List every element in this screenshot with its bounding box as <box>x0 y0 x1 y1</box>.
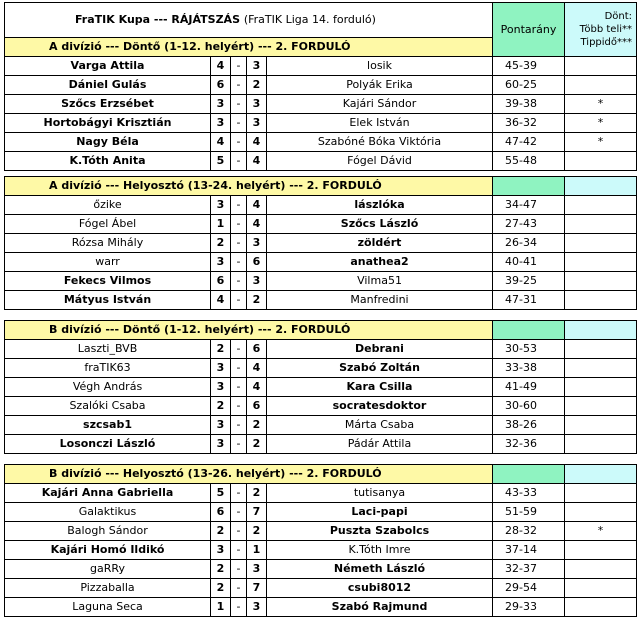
player1-name: Balogh Sándor <box>5 522 211 541</box>
player2-score: 4 <box>247 152 267 171</box>
point-ratio: 34-47 <box>493 196 565 215</box>
point-ratio: 32-37 <box>493 560 565 579</box>
player1-score: 3 <box>211 541 231 560</box>
decision-mark <box>565 359 637 378</box>
player1-name: warr <box>5 253 211 272</box>
score-separator: - <box>231 95 247 114</box>
match-list <box>5 484 637 617</box>
player2-score: 2 <box>247 416 267 435</box>
player1-score: 3 <box>211 416 231 435</box>
player1-name: fraTIK63 <box>5 359 211 378</box>
point-ratio: 28-32 <box>493 522 565 541</box>
match-row <box>5 522 637 541</box>
player1-name: Kajári Anna Gabriella <box>5 484 211 503</box>
decision-mark <box>565 579 637 598</box>
score-separator: - <box>231 435 247 454</box>
section-header-row <box>5 321 637 340</box>
player1-score: 6 <box>211 503 231 522</box>
score-separator: - <box>231 378 247 397</box>
player2-score: 4 <box>247 378 267 397</box>
player1-score: 6 <box>211 76 231 95</box>
player2-name: Németh László <box>267 560 493 579</box>
score-separator: - <box>231 272 247 291</box>
player2-score: 3 <box>247 95 267 114</box>
player1-name: őzike <box>5 196 211 215</box>
player1-name: Laguna Seca <box>5 598 211 617</box>
player2-score: 2 <box>247 522 267 541</box>
player2-score: 3 <box>247 114 267 133</box>
section-header-row <box>5 465 637 484</box>
point-ratio: 39-38 <box>493 95 565 114</box>
player2-name: Laci-papi <box>267 503 493 522</box>
decision-mark <box>565 76 637 95</box>
player2-score: 7 <box>247 579 267 598</box>
player2-score: 3 <box>247 272 267 291</box>
decision-mark: * <box>565 522 637 541</box>
decision-mark <box>565 291 637 310</box>
point-ratio: 33-38 <box>493 359 565 378</box>
section-b-helyoszto <box>4 464 637 617</box>
decision-mark <box>565 435 637 454</box>
score-separator: - <box>231 503 247 522</box>
point-ratio: 47-42 <box>493 133 565 152</box>
point-ratio: 29-54 <box>493 579 565 598</box>
point-ratio: 45-39 <box>493 57 565 76</box>
decision-mark <box>565 152 637 171</box>
player1-name: Szalóki Csaba <box>5 397 211 416</box>
player2-score: 7 <box>247 503 267 522</box>
match-row <box>5 196 637 215</box>
extra-line2: Több teli** <box>579 24 633 35</box>
player1-name: Rózsa Mihály <box>5 234 211 253</box>
player2-score: 4 <box>247 359 267 378</box>
section-a-helyoszto <box>4 176 637 310</box>
point-ratio: 43-33 <box>493 484 565 503</box>
player1-name: Dániel Gulás <box>5 76 211 95</box>
player2-name: socratesdoktor <box>267 397 493 416</box>
player2-score: 6 <box>247 397 267 416</box>
point-ratio: 55-48 <box>493 152 565 171</box>
player2-name: Vilma51 <box>267 272 493 291</box>
player2-score: 4 <box>247 133 267 152</box>
player2-score: 4 <box>247 215 267 234</box>
player1-name: Galaktikus <box>5 503 211 522</box>
player1-score: 3 <box>211 378 231 397</box>
player1-name: Varga Attila <box>5 57 211 76</box>
pontarany-cell <box>493 465 565 484</box>
player2-score: 2 <box>247 484 267 503</box>
player2-score: 3 <box>247 560 267 579</box>
score-separator: - <box>231 234 247 253</box>
player2-score: 3 <box>247 57 267 76</box>
title-row <box>5 3 637 38</box>
match-row <box>5 291 637 310</box>
point-ratio: 38-26 <box>493 416 565 435</box>
score-separator: - <box>231 76 247 95</box>
match-row <box>5 598 637 617</box>
point-ratio: 29-33 <box>493 598 565 617</box>
pontarany-cell <box>493 177 565 196</box>
match-row <box>5 484 637 503</box>
point-ratio: 30-60 <box>493 397 565 416</box>
point-ratio: 36-32 <box>493 114 565 133</box>
player2-name: Debrani <box>267 340 493 359</box>
score-separator: - <box>231 560 247 579</box>
point-ratio: 37-14 <box>493 541 565 560</box>
player2-name: lászlóka <box>267 196 493 215</box>
player1-name: Kajári Homó Ildikó <box>5 541 211 560</box>
score-separator: - <box>231 397 247 416</box>
player2-name: Márta Csaba <box>267 416 493 435</box>
player2-name: zöldért <box>267 234 493 253</box>
point-ratio: 51-59 <box>493 503 565 522</box>
player1-score: 4 <box>211 291 231 310</box>
score-separator: - <box>231 152 247 171</box>
player2-score: 6 <box>247 253 267 272</box>
player2-name: Kajári Sándor <box>267 95 493 114</box>
player1-score: 1 <box>211 598 231 617</box>
player2-score: 6 <box>247 340 267 359</box>
score-separator: - <box>231 359 247 378</box>
decision-mark <box>565 215 637 234</box>
player1-score: 2 <box>211 560 231 579</box>
player2-name: tutisanya <box>267 484 493 503</box>
match-row <box>5 215 637 234</box>
player1-score: 4 <box>211 57 231 76</box>
score-separator: - <box>231 57 247 76</box>
score-separator: - <box>231 541 247 560</box>
player1-score: 5 <box>211 484 231 503</box>
player1-score: 3 <box>211 196 231 215</box>
decision-mark <box>565 253 637 272</box>
score-separator: - <box>231 484 247 503</box>
decision-mark <box>565 541 637 560</box>
decision-mark <box>565 503 637 522</box>
section-title: A divízió --- Döntő (1-12. helyért) --- 2. FORDULÓ <box>5 38 493 57</box>
extra-header <box>565 3 637 57</box>
player1-name: Laszti_BVB <box>5 340 211 359</box>
player1-name: Fógel Ábel <box>5 215 211 234</box>
section-title: A divízió --- Helyosztó (13-24. helyért) --- 2. FORDULÓ <box>5 177 493 196</box>
player1-score: 3 <box>211 95 231 114</box>
match-row <box>5 95 637 114</box>
player2-name: Polyák Erika <box>267 76 493 95</box>
player2-name: Puszta Szabolcs <box>267 522 493 541</box>
match-row <box>5 416 637 435</box>
match-list <box>5 57 637 171</box>
match-row <box>5 133 637 152</box>
section-title: B divízió --- Helyosztó (13-26. helyért) --- 2. FORDULÓ <box>5 465 493 484</box>
decision-mark <box>565 416 637 435</box>
page-title <box>5 3 493 38</box>
player1-score: 3 <box>211 253 231 272</box>
player2-name: Fógel Dávid <box>267 152 493 171</box>
player1-score: 2 <box>211 397 231 416</box>
point-ratio: 41-49 <box>493 378 565 397</box>
score-separator: - <box>231 253 247 272</box>
player1-name: Pizzaballa <box>5 579 211 598</box>
point-ratio: 32-36 <box>493 435 565 454</box>
player2-score: 2 <box>247 76 267 95</box>
score-separator: - <box>231 215 247 234</box>
decision-mark <box>565 57 637 76</box>
match-row <box>5 560 637 579</box>
player2-name: anathea2 <box>267 253 493 272</box>
score-separator: - <box>231 579 247 598</box>
match-row <box>5 152 637 171</box>
point-ratio: 27-43 <box>493 215 565 234</box>
player1-name: Hortobágyi Krisztián <box>5 114 211 133</box>
player2-name: Elek István <box>267 114 493 133</box>
point-ratio: 60-25 <box>493 76 565 95</box>
player1-name: Szőcs Erzsébet <box>5 95 211 114</box>
decision-mark <box>565 598 637 617</box>
player2-score: 3 <box>247 234 267 253</box>
player2-name: Szőcs László <box>267 215 493 234</box>
point-ratio: 30-53 <box>493 340 565 359</box>
decision-mark <box>565 560 637 579</box>
decision-mark: * <box>565 95 637 114</box>
player1-score: 2 <box>211 234 231 253</box>
player2-name: Manfredini <box>267 291 493 310</box>
score-separator: - <box>231 522 247 541</box>
score-separator: - <box>231 416 247 435</box>
title-sub: (FraTIK Liga 14. forduló) <box>243 13 376 26</box>
match-row <box>5 76 637 95</box>
point-ratio: 39-25 <box>493 272 565 291</box>
decision-mark <box>565 397 637 416</box>
title-main: FraTIK Kupa --- RÁJÁTSZÁS <box>75 13 240 26</box>
player1-score: 6 <box>211 272 231 291</box>
score-separator: - <box>231 340 247 359</box>
extra-cell <box>565 321 637 340</box>
extra-line1: Dönt: <box>604 11 633 22</box>
score-separator: - <box>231 114 247 133</box>
match-row <box>5 359 637 378</box>
point-ratio: 40-41 <box>493 253 565 272</box>
section-b-donto <box>4 320 637 454</box>
match-row <box>5 378 637 397</box>
player1-name: Fekecs Vilmos <box>5 272 211 291</box>
player1-name: Losonczi László <box>5 435 211 454</box>
match-row <box>5 234 637 253</box>
player1-name: K.Tóth Anita <box>5 152 211 171</box>
extra-line3: Tippidő*** <box>580 37 633 48</box>
match-row <box>5 114 637 133</box>
player1-score: 3 <box>211 359 231 378</box>
player1-name: Nagy Béla <box>5 133 211 152</box>
match-row <box>5 340 637 359</box>
match-list <box>5 340 637 454</box>
player2-name: Pádár Attila <box>267 435 493 454</box>
player2-name: Kara Csilla <box>267 378 493 397</box>
match-list <box>5 196 637 310</box>
section-title: B divízió --- Döntő (1-12. helyért) --- 2. FORDULÓ <box>5 321 493 340</box>
match-row <box>5 503 637 522</box>
score-separator: - <box>231 598 247 617</box>
player2-name: Szabó Zoltán <box>267 359 493 378</box>
player1-score: 2 <box>211 579 231 598</box>
player1-name: gaRRy <box>5 560 211 579</box>
section-a-donto <box>4 2 637 171</box>
player1-score: 2 <box>211 522 231 541</box>
player1-score: 3 <box>211 114 231 133</box>
player2-score: 2 <box>247 291 267 310</box>
decision-mark <box>565 196 637 215</box>
point-ratio: 26-34 <box>493 234 565 253</box>
score-separator: - <box>231 291 247 310</box>
player2-score: 2 <box>247 435 267 454</box>
player1-score: 5 <box>211 152 231 171</box>
section-header-row <box>5 177 637 196</box>
match-row <box>5 253 637 272</box>
player2-score: 4 <box>247 196 267 215</box>
player2-name: csubi8012 <box>267 579 493 598</box>
player2-score: 1 <box>247 541 267 560</box>
score-separator: - <box>231 196 247 215</box>
score-separator: - <box>231 133 247 152</box>
decision-mark: * <box>565 133 637 152</box>
player2-score: 3 <box>247 598 267 617</box>
decision-mark <box>565 272 637 291</box>
match-row <box>5 541 637 560</box>
player2-name: Szabóné Bóka Viktória <box>267 133 493 152</box>
player1-name: Mátyus István <box>5 291 211 310</box>
pontarany-cell <box>493 321 565 340</box>
match-row <box>5 579 637 598</box>
decision-mark: * <box>565 114 637 133</box>
player1-score: 3 <box>211 435 231 454</box>
decision-mark <box>565 378 637 397</box>
match-row <box>5 397 637 416</box>
match-row <box>5 57 637 76</box>
player1-name: szcsab1 <box>5 416 211 435</box>
match-row <box>5 435 637 454</box>
player1-score: 4 <box>211 133 231 152</box>
pontarany-header: Pontarány <box>493 3 565 57</box>
decision-mark <box>565 340 637 359</box>
decision-mark <box>565 484 637 503</box>
player2-name: Szabó Rajmund <box>267 598 493 617</box>
extra-cell <box>565 465 637 484</box>
point-ratio: 47-31 <box>493 291 565 310</box>
player2-name: losik <box>267 57 493 76</box>
player1-name: Végh András <box>5 378 211 397</box>
player1-score: 2 <box>211 340 231 359</box>
match-row <box>5 272 637 291</box>
decision-mark <box>565 234 637 253</box>
player2-name: K.Tóth Imre <box>267 541 493 560</box>
player1-score: 1 <box>211 215 231 234</box>
extra-cell <box>565 177 637 196</box>
